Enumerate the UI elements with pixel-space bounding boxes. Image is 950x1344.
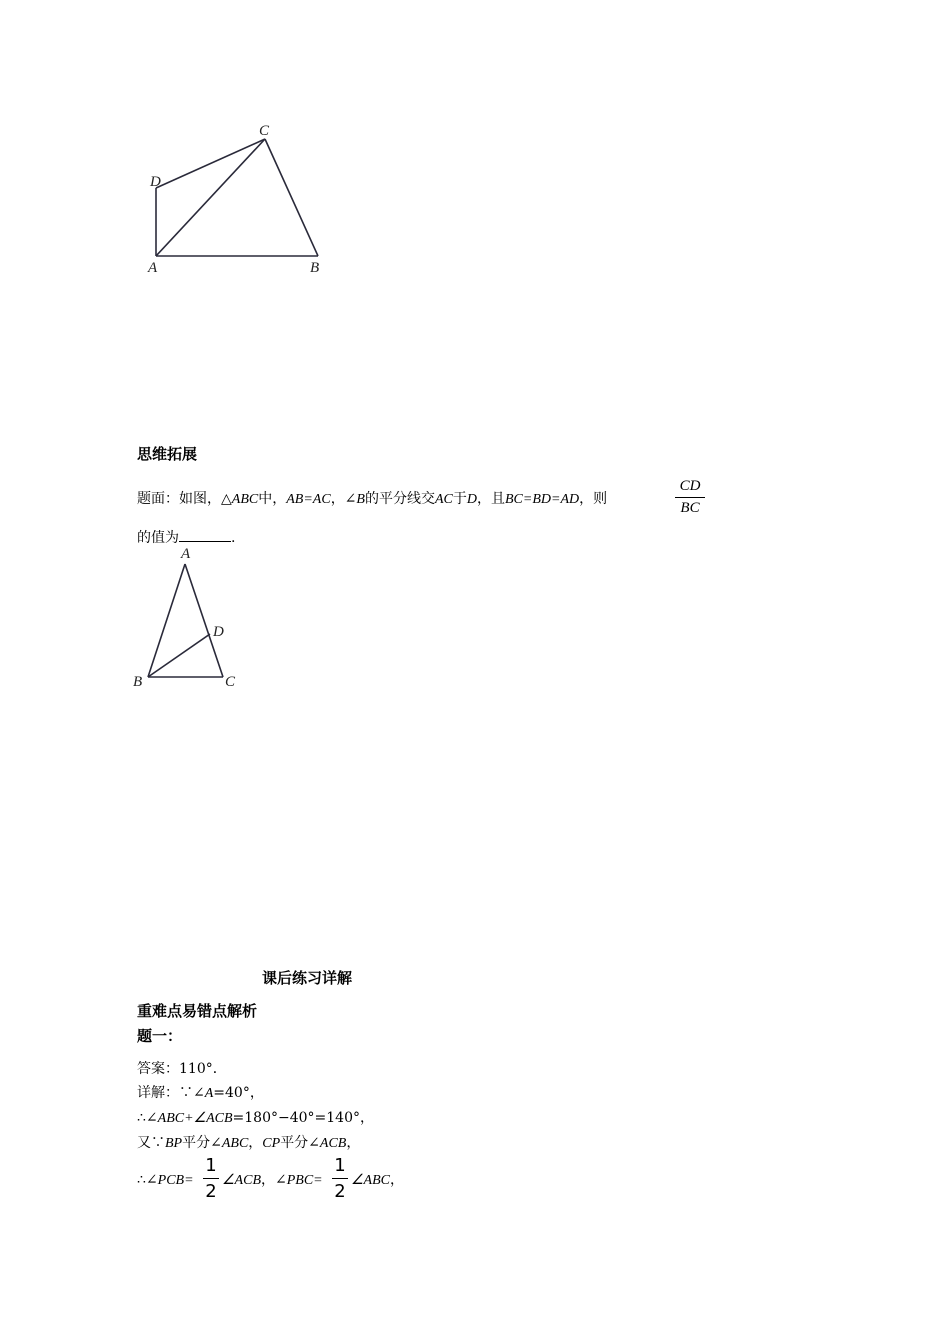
section-heading-extension: 思维拓展 [137, 445, 198, 463]
label-c: C [259, 123, 270, 139]
detail-line-2: ∴∠ABC+∠ACB=180°−40°=140°， [137, 1110, 374, 1126]
fraction-half-1: 1 2 [203, 1155, 219, 1202]
detail-line-1: 详解：∵∠A=40°， [137, 1085, 264, 1101]
solutions-title: 课后练习详解 [262, 969, 353, 987]
question-text: 题面：如图，△ABC中，AB=AC，∠B的平分线交AC于D，且BC=BD=AD，则 [137, 491, 608, 507]
problem-label: 题一： [137, 1027, 183, 1045]
detail-line-4: ∴∠PCB= [137, 1172, 194, 1188]
segment-ac [185, 564, 223, 677]
detail-line-4b: ∠ACB，∠PBC= [222, 1172, 323, 1188]
label-b: B [310, 260, 320, 276]
solutions-subtitle: 重难点易错点解析 [137, 1002, 258, 1020]
figure-triangle [128, 542, 258, 694]
detail-line-4c: ∠ABC， [351, 1172, 404, 1188]
answer-blank[interactable] [179, 527, 231, 542]
segment-bc [265, 139, 318, 256]
question-tail: 的值为 . [137, 527, 235, 548]
label-c: C [225, 674, 236, 690]
segment-cd [156, 139, 265, 188]
fraction-half-2: 1 2 [332, 1155, 348, 1202]
detail-line-3: 又∵BP平分∠ABC，CP平分∠ACB， [137, 1135, 361, 1151]
label-d: D [213, 624, 224, 640]
label-d: D [150, 174, 161, 190]
segment-bd [148, 634, 210, 677]
label-b: B [133, 674, 143, 690]
label-a: A [148, 260, 158, 276]
figure-quadrilateral [140, 118, 340, 278]
label-a: A [181, 546, 191, 562]
fraction-cd-bc: CD BC [675, 478, 705, 517]
segment-ac [156, 139, 265, 256]
answer-line: 答案：110°． [137, 1061, 227, 1077]
segment-ab [148, 564, 185, 677]
